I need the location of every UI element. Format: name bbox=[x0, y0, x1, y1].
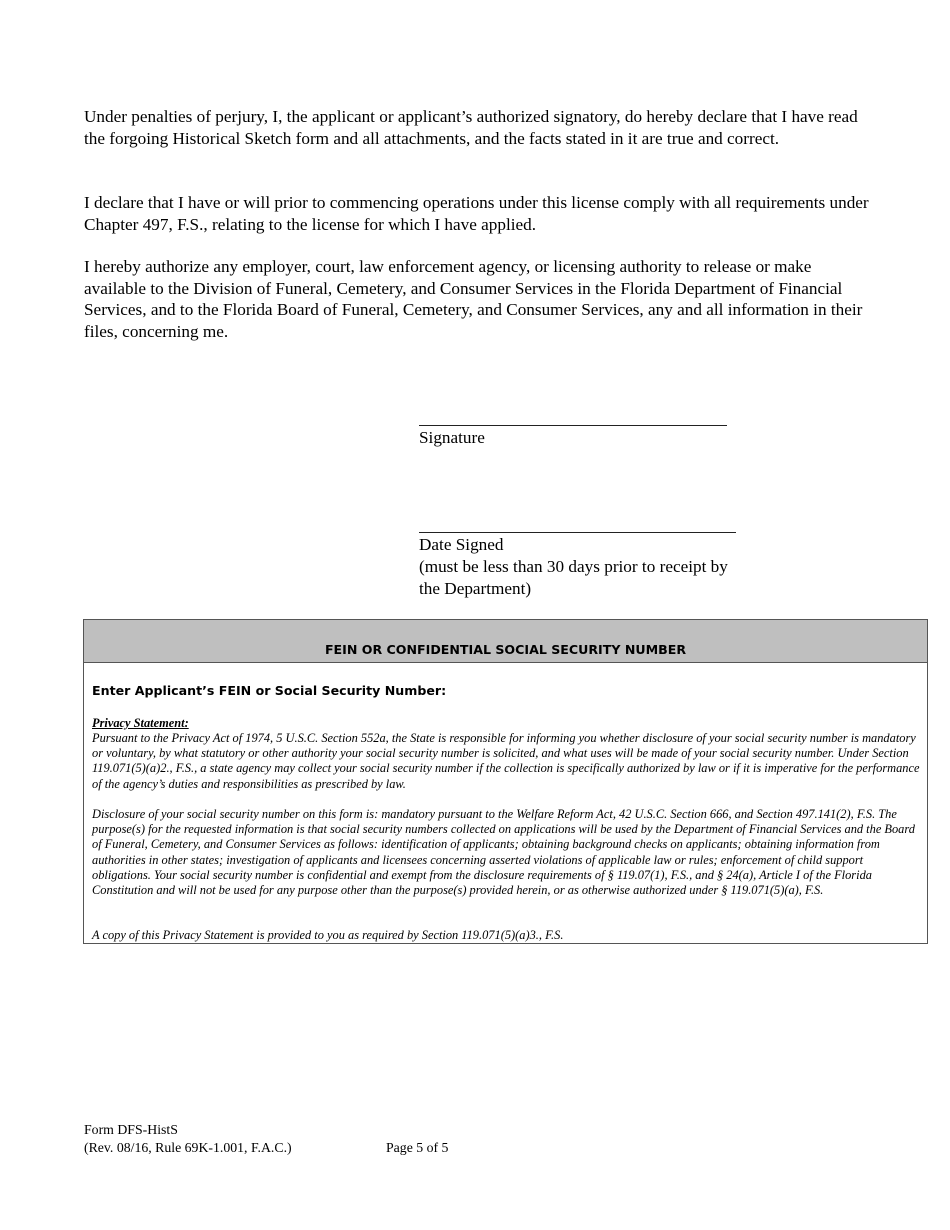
footer-form-id: Form DFS-HistS bbox=[84, 1122, 178, 1137]
footer-revision: (Rev. 08/16, Rule 69K-1.001, F.A.C.) bbox=[84, 1140, 292, 1155]
perjury-declaration: Under penalties of perjury, I, the applicant or applicant’s authorized signatory, do hereby declare that I have read the forgoing Historical Sketch form and all attachments, and the facts stated in it are true and correct. bbox=[84, 107, 858, 148]
privacy-title-text: Privacy Statement: bbox=[92, 716, 189, 730]
privacy-statement-title bbox=[92, 716, 922, 731]
date-signed-line[interactable] bbox=[419, 532, 736, 533]
signature-line[interactable] bbox=[419, 425, 727, 426]
fein-section-header: FEIN OR CONFIDENTIAL SOCIAL SECURITY NUMBER bbox=[84, 620, 927, 663]
privacy-paragraph-3: A copy of this Privacy Statement is provided to you as required by Section 119.071(5)(a)3., F.S. bbox=[92, 928, 564, 942]
privacy-paragraph-2: Disclosure of your social security number on this form is: mandatory pursuant to the Welfare Reform Act, 42 U.S.C. Section 666, and Section 497.141(2), F.S. The purpose(s) for the requested information is that social security numbers collected on applications will be used by the Department of Financial Services and the Board of Funeral, Cemetery, and Consumer Services as follows: identification of applicants; obtaining background checks on applicants; obtaining information from authorities in other states; investigation of applicants and licensees concerning asserted violations of applicable law or rules; enforcement of child support obligations. Your social security number is confidential and exempt from the disclosure requirements of § 119.07(1), F.S., and § 24(a), Article I of the Florida Constitution and will not be used for any purpose other than the purpose(s) provided herein, or as otherwise authorized under § 119.071(5)(a), F.S. bbox=[92, 807, 915, 898]
authorization-declaration: I hereby authorize any employer, court, law enforcement agency, or licensing authority to release or make available to the Division of Funeral, Cemetery, and Consumer Services in the Florida Department of Financial Services, and to the Florida Board of Funeral, Cemetery, and Consumer Services, any and all information in their files, concerning me. bbox=[84, 257, 863, 341]
compliance-declaration: I declare that I have or will prior to commencing operations under this license comply with all requirements under Chapter 497, F.S., relating to the license for which I have applied. bbox=[84, 193, 869, 234]
date-signed-note-1: (must be less than 30 days prior to receipt by bbox=[419, 557, 728, 576]
signature-label: Signature bbox=[419, 428, 485, 447]
date-signed-note-2: the Department) bbox=[419, 579, 532, 598]
footer-page-number: Page 5 of 5 bbox=[386, 1140, 449, 1155]
privacy-paragraph-1: Pursuant to the Privacy Act of 1974, 5 U.S.C. Section 552a, the State is responsible for informing you whether disclosure of your social security number is mandatory or voluntary, by what statutory or other authority your social security number is solicited, and what uses will be made of your social security number. Under Section 119.071(5)(a)2., F.S., a state agency may collect your social security number if the collection is specifically authorized by law or if it is imperative for the performance of the agency’s duties and responsibilities as prescribed by law. bbox=[92, 731, 920, 791]
date-signed-label: Date Signed bbox=[419, 535, 504, 554]
fein-section bbox=[83, 619, 928, 944]
fein-ssn-field-label[interactable]: Enter Applicant’s FEIN or Social Security Number: bbox=[92, 683, 447, 698]
